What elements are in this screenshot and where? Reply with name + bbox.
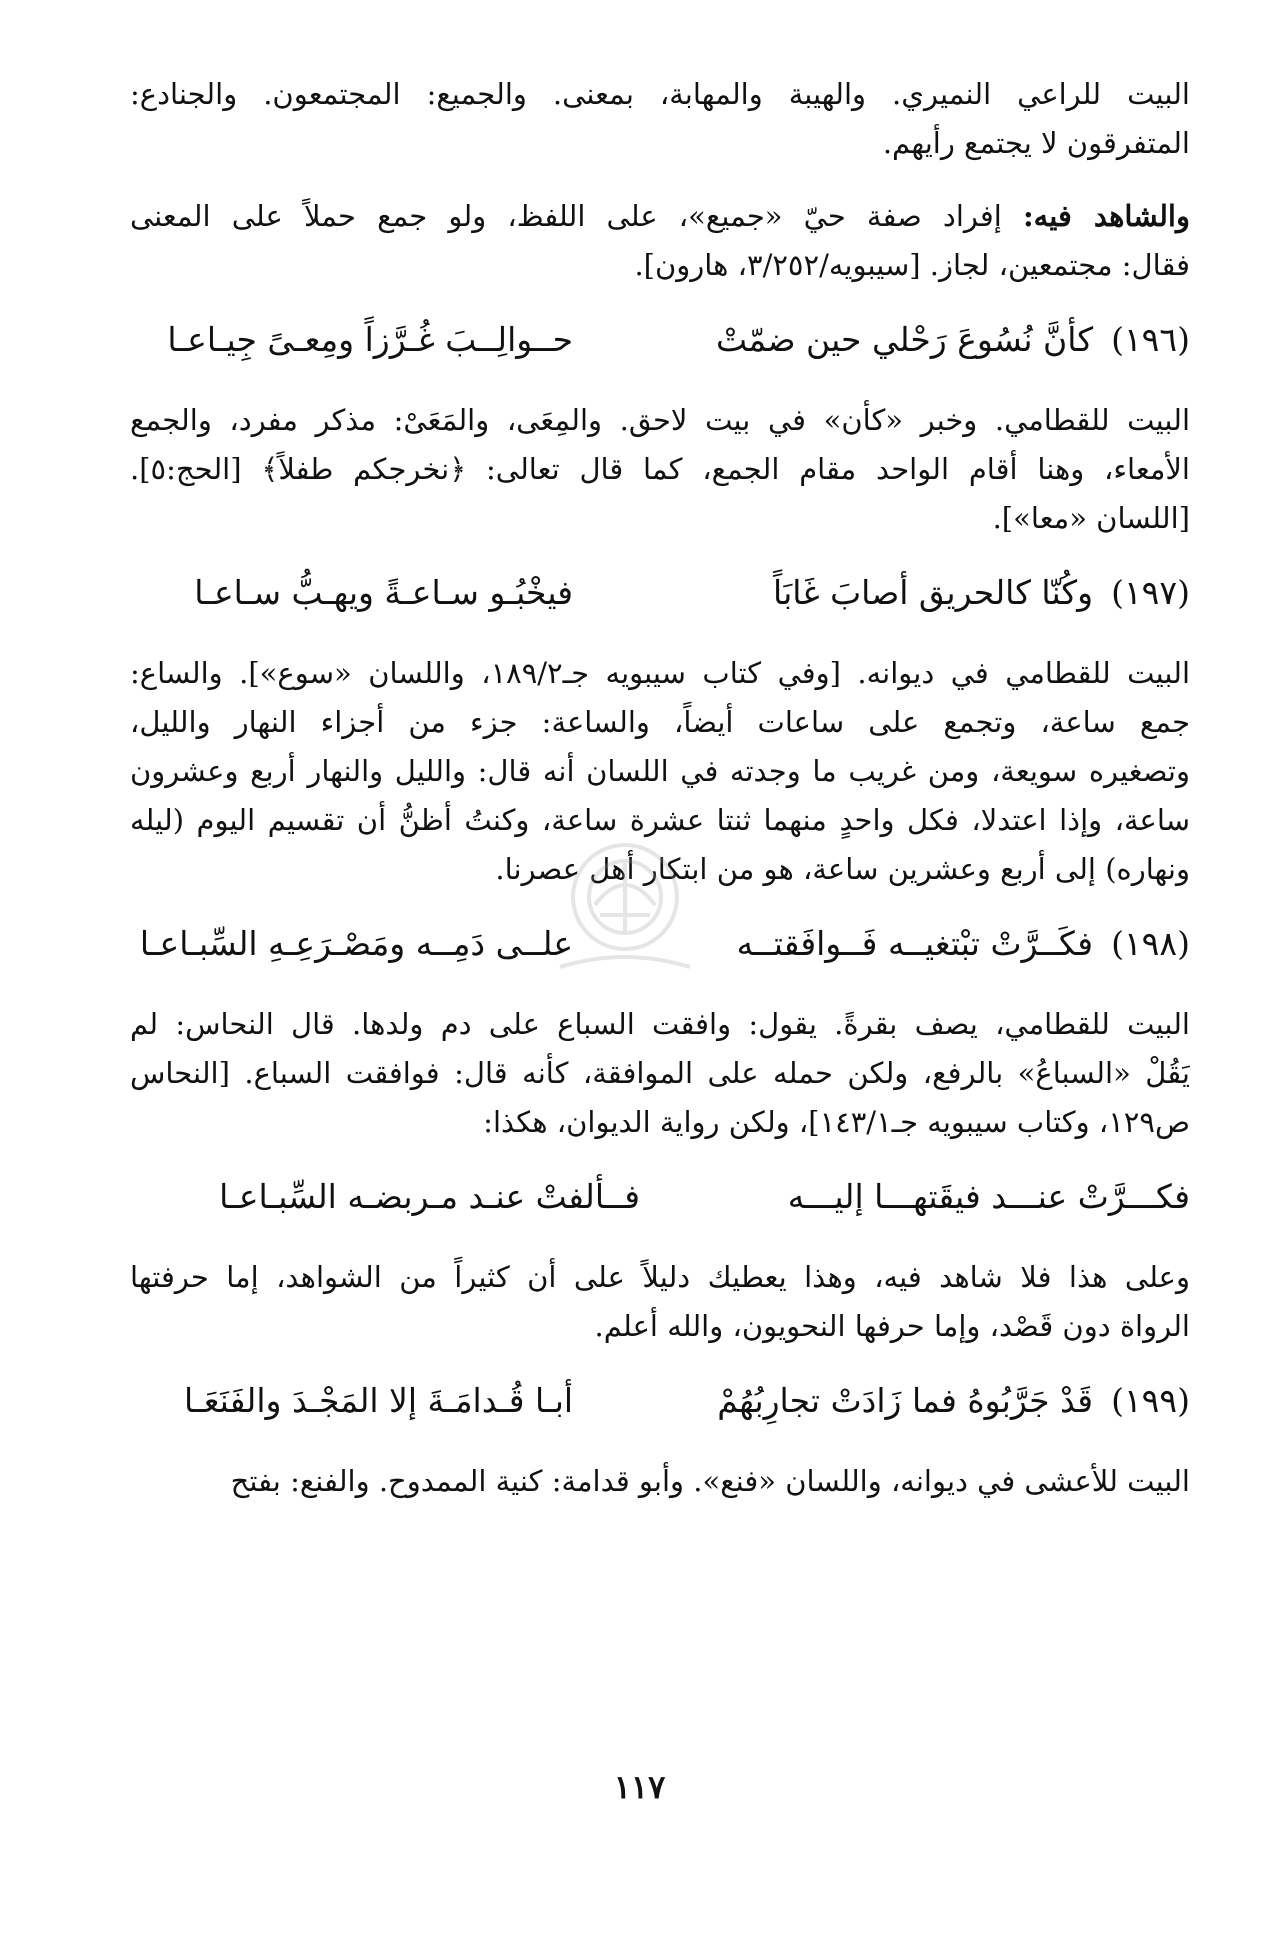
paragraph-lead: والشاهد فيه:: [1022, 199, 1190, 233]
verse-first-hemistich: فكـــرَّتْ عنـــد فيقَتهـــا إليـــه: [787, 1177, 1190, 1216]
page-number: ١١٧: [613, 1768, 666, 1806]
paragraph-line: وتصغيره سويعة، ومن غريب ما وجدته في اللسان أنه قال: والليل والنهار أربع وعشرون: [130, 754, 1190, 788]
paragraph-line: المتفرقون لا يجتمع رأيهم.: [882, 126, 1190, 160]
library-seal-icon: [540, 835, 710, 985]
paragraph-line: ونهاره) إلى أربع وعشرين ساعة، هو من ابتكار أهل عصرنا.: [495, 852, 1190, 886]
paragraph-line: البيت للقطامي في ديوانه. [وفي كتاب سيبويه جـ١٨٩/٢، واللسان «سوع»]. والساع:: [130, 656, 1190, 690]
paragraph-line: [اللسان «معا»].: [992, 501, 1190, 535]
paragraph-line: فقال: مجتمعين، لجاز. [سيبويه/٣/٢٥٢، هارون].: [634, 248, 1190, 282]
paragraph-line: البيت للقطامي، يصف بقرةً. يقول: وافقت السباع على دم ولدها. قال النحاس: لم: [130, 1007, 1190, 1041]
verse-second-hemistich: حــوالِــبَ غُـرَّزاً ومِعـىً جِيـاعـا: [167, 320, 574, 359]
paragraph-line: [130, 192, 1190, 241]
verse-second-hemistich: فيخْبُـو سـاعـةً ويهـبُّ سـاعـا: [194, 573, 574, 612]
commentary-paragraph: [130, 192, 1190, 290]
paragraph-line: البيت للأعشى في ديوانه، واللسان «فنع». وأبو قدامة: كنية الممدوح. والفنع: بفتح: [230, 1464, 1190, 1498]
verse-first-hemistich: قَدْ جَرَّبُوهُ فما زَادَتْ تجارِبُهُمْ: [717, 1381, 1094, 1420]
paragraph-line: ص١٢٩، وكتاب سيبويه جـ١٤٣/١]، ولكن رواية الديوان، هكذا:: [483, 1105, 1190, 1139]
verse-first-hemistich: وكُنّا كالحريق أصابَ غَابَاً: [773, 573, 1094, 612]
verse-number: (١٩٩): [1111, 1381, 1190, 1420]
verse-second-hemistich: أبـا قُـدامَـةَ إلا المَجْـدَ والفَنَعَـا: [184, 1381, 574, 1420]
verse-number: (١٩٧): [1111, 573, 1190, 612]
verse-first-hemistich: فكَــرَّتْ تبْتغيــه فَــوافَقتــه: [736, 924, 1094, 963]
verse-number: (١٩٦): [1111, 320, 1190, 359]
verse-line: [130, 1171, 1190, 1223]
paragraph-line: يَقُلْ «السباعُ» بالرفع، ولكن حمله على الموافقة، كأنه قال: فوافقت السباع. [النحاس: [130, 1056, 1190, 1090]
verse-second-hemistich: فــألفتْ عنـد مـربضـه السِّبـاعـا: [219, 1177, 640, 1216]
paragraph-line: جمع ساعة، وتجمع على ساعات أيضاً، والساعة: جزء من أجزاء النهار والليل،: [130, 705, 1190, 739]
verse-number: (١٩٨): [1111, 924, 1190, 963]
paragraph-line: البيت للراعي النميري. والهيبة والمهابة، بمعنى. والجميع: المجتمعون. والجنادع:: [130, 77, 1190, 111]
commentary-paragraph: [130, 1457, 1190, 1506]
paragraph-line: البيت للقطامي. وخبر «كأن» في بيت لاحق. والمِعَى، والمَعَىْ: مذكر مفرد، والجمع: [130, 403, 1190, 437]
paragraph-line: الرواة دون قَصْد، وإما حرفها النحويون، والله أعلم.: [594, 1309, 1190, 1343]
paragraph-line: الأمعاء، وهنا أقام الواحد مقام الجمع، كما قال تعالى: ﴿نخرجكم طفلاً﴾ [الحج:٥].: [130, 452, 1190, 486]
verse-first-hemistich: كأنَّ نُسُوعَ رَحْلي حين ضمّتْ: [715, 320, 1094, 359]
commentary-paragraph: [130, 1253, 1190, 1351]
paragraph-line: وعلى هذا فلا شاهد فيه، وهذا يعطيك دليلاً على أن كثيراً من الشواهد، إما حرفتها: [130, 1260, 1190, 1294]
commentary-paragraph: [130, 396, 1190, 543]
page-body: [130, 70, 1190, 1506]
verse-line: [130, 314, 1190, 366]
verse-line: [130, 567, 1190, 619]
commentary-paragraph: [130, 70, 1190, 168]
paragraph-line: ساعة، وإذا اعتدلا، فكل واحدٍ منهما ثنتا عشرة ساعة، وكنتُ أظنُّ أن تقسيم اليوم (ليله: [130, 803, 1190, 837]
verse-line: [130, 1375, 1190, 1427]
verse-second-hemistich: علــى دَمِــه ومَصْـرَعِـهِ السِّبـاعـا: [139, 924, 574, 963]
commentary-paragraph: [130, 1000, 1190, 1147]
paragraph-line-text: إفراد صفة حيّ «جميع»، على اللفظ، ولو جمع حملاً على المعنى: [130, 199, 1023, 233]
